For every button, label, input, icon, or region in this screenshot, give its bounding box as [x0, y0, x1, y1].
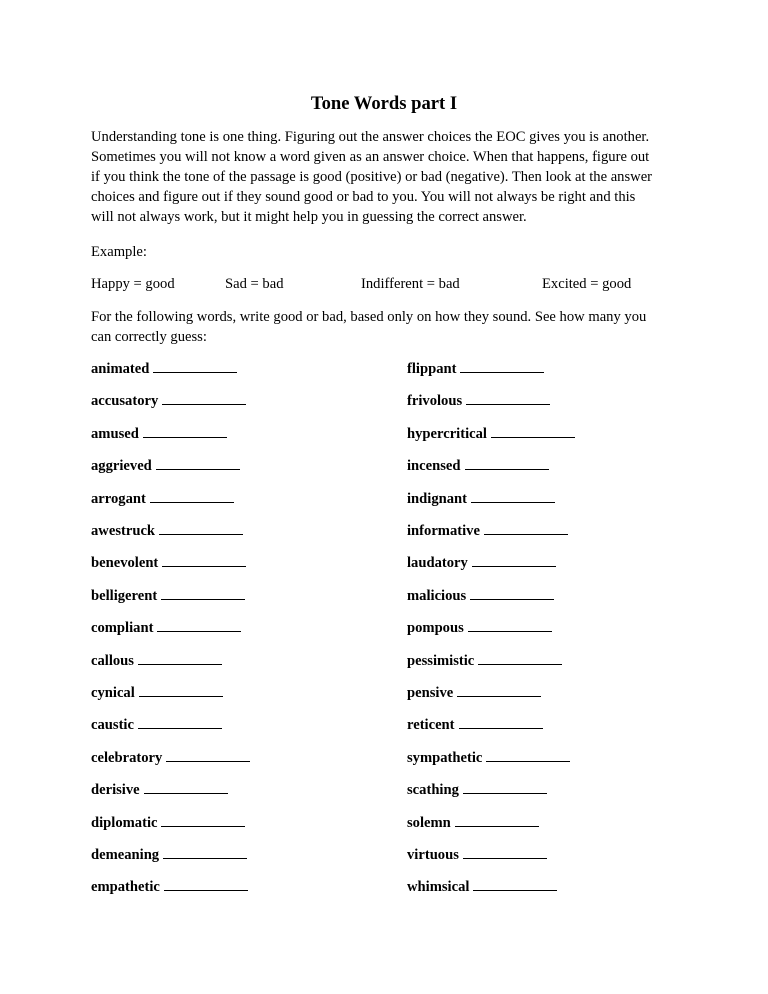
example-label: Example: — [91, 244, 147, 260]
intro-paragraph — [91, 127, 691, 227]
word-item — [407, 617, 552, 638]
word-item — [407, 358, 544, 379]
word-row — [0, 876, 768, 896]
tone-word: malicious — [407, 587, 467, 604]
answer-blank[interactable] — [138, 714, 222, 729]
tone-word: indignant — [407, 490, 468, 507]
word-item — [407, 520, 568, 541]
tone-word: awestruck — [91, 523, 156, 539]
answer-blank[interactable] — [139, 682, 223, 697]
word-item — [407, 585, 554, 606]
intro-line: if you think the tone of the passage is good (positive) or bad (negative). Then look at the answer — [91, 169, 653, 185]
intro-line: choices and figure out if they sound good or bad to you. You will not always be right and this — [91, 189, 636, 205]
answer-blank[interactable] — [162, 390, 246, 405]
word-item — [407, 747, 570, 768]
instructions-paragraph — [91, 307, 691, 347]
tone-word: reticent — [407, 717, 455, 734]
answer-blank[interactable] — [164, 876, 248, 891]
example-sad: Sad = bad — [225, 276, 284, 292]
tone-word: animated — [91, 361, 150, 377]
answer-blank[interactable] — [150, 488, 234, 503]
word-item — [407, 876, 557, 897]
answer-blank[interactable] — [144, 779, 228, 794]
answer-blank[interactable] — [163, 844, 247, 859]
answer-blank[interactable] — [478, 650, 562, 665]
word-item — [91, 876, 248, 897]
word-row — [0, 488, 768, 508]
word-row — [0, 455, 768, 475]
word-item — [407, 552, 556, 573]
word-row — [0, 423, 768, 443]
tone-word: solemn — [407, 814, 451, 831]
word-item — [407, 779, 547, 800]
answer-blank[interactable] — [491, 423, 575, 438]
tone-word: laudatory — [407, 555, 468, 572]
answer-blank[interactable] — [471, 488, 555, 503]
example-excited: Excited = good — [542, 276, 632, 292]
answer-blank[interactable] — [472, 552, 556, 567]
word-item — [407, 650, 562, 671]
example-row — [0, 274, 768, 294]
word-item — [91, 423, 227, 444]
tone-word: hypercritical — [407, 425, 487, 442]
tone-word: amused — [91, 425, 139, 442]
word-row — [0, 844, 768, 864]
word-row — [0, 552, 768, 572]
tone-word: compliant — [91, 620, 154, 637]
tone-word: whimsical — [407, 879, 470, 896]
word-item — [91, 358, 237, 379]
tone-word: benevolent — [91, 555, 159, 572]
answer-blank[interactable] — [460, 358, 544, 373]
answer-blank[interactable] — [143, 423, 227, 438]
word-item — [407, 455, 549, 476]
word-item — [91, 812, 245, 833]
answer-blank[interactable] — [138, 650, 222, 665]
tone-word: demeaning — [91, 847, 160, 863]
intro-line: Understanding tone is one thing. Figuring out the answer choices the EOC gives you is another. — [91, 129, 650, 145]
answer-blank[interactable] — [455, 812, 539, 827]
word-item — [91, 844, 247, 865]
answer-blank[interactable] — [486, 747, 570, 762]
word-row — [0, 650, 768, 670]
word-item — [407, 844, 547, 865]
word-item — [407, 390, 550, 411]
word-item — [91, 520, 243, 541]
tone-word: pompous — [407, 620, 464, 637]
tone-word: incensed — [407, 458, 461, 475]
tone-word: belligerent — [91, 587, 158, 604]
tone-word: pessimistic — [407, 652, 475, 669]
tone-word: callous — [91, 652, 134, 669]
word-row — [0, 812, 768, 832]
answer-blank[interactable] — [156, 455, 240, 470]
word-row — [0, 779, 768, 799]
tone-word: empathetic — [91, 879, 160, 896]
word-item — [407, 488, 555, 509]
word-item — [407, 812, 539, 833]
example-happy: Happy = good — [91, 276, 175, 292]
tone-word: frivolous — [407, 393, 463, 410]
word-row — [0, 747, 768, 767]
word-row — [0, 617, 768, 637]
word-item — [91, 650, 222, 671]
answer-blank[interactable] — [465, 455, 549, 470]
tone-word: caustic — [91, 717, 134, 734]
tone-word: accusatory — [91, 393, 159, 410]
intro-line: Sometimes you will not know a word given as an answer choice. When that happens, figure out — [91, 149, 650, 165]
tone-word: informative — [407, 523, 480, 539]
word-item — [91, 779, 228, 800]
intro-line: will not always work, but it might help you in guessing the correct answer. — [91, 209, 527, 225]
answer-blank[interactable] — [466, 390, 550, 405]
tone-word: pensive — [407, 685, 454, 701]
answer-blank[interactable] — [468, 617, 552, 632]
tone-word: scathing — [407, 782, 459, 799]
answer-blank[interactable] — [457, 682, 541, 697]
answer-blank[interactable] — [159, 520, 243, 535]
answer-blank[interactable] — [153, 358, 237, 373]
word-row — [0, 682, 768, 702]
answer-blank[interactable] — [161, 812, 245, 827]
word-item — [91, 455, 240, 476]
tone-word: derisive — [91, 782, 140, 799]
instruction-line: can correctly guess: — [91, 329, 207, 345]
word-item — [91, 390, 246, 411]
word-item — [407, 423, 575, 444]
word-item — [91, 747, 250, 768]
word-item — [91, 552, 246, 573]
answer-blank[interactable] — [157, 617, 241, 632]
tone-word: aggrieved — [91, 458, 152, 475]
word-item — [91, 714, 222, 735]
tone-word: sympathetic — [407, 749, 483, 766]
tone-word: celebratory — [91, 749, 163, 766]
word-item — [91, 488, 234, 509]
word-item — [407, 682, 541, 703]
tone-word: arrogant — [91, 490, 146, 507]
tone-word: diplomatic — [91, 814, 158, 831]
answer-blank[interactable] — [470, 585, 554, 600]
word-row — [0, 390, 768, 410]
answer-blank[interactable] — [463, 844, 547, 859]
answer-blank[interactable] — [473, 876, 557, 891]
page-title: Tone Words part I — [310, 93, 458, 114]
answer-blank[interactable] — [463, 779, 547, 794]
answer-blank[interactable] — [166, 747, 250, 762]
answer-blank[interactable] — [162, 552, 246, 567]
word-item — [91, 585, 245, 606]
word-item — [91, 682, 223, 703]
word-row — [0, 714, 768, 734]
answer-blank[interactable] — [459, 714, 543, 729]
example-indifferent: Indifferent = bad — [361, 276, 460, 292]
answer-blank[interactable] — [484, 520, 568, 535]
instruction-line: For the following words, write good or bad, based only on how they sound. See how many you — [91, 309, 647, 325]
tone-word: cynical — [91, 685, 135, 701]
answer-blank[interactable] — [161, 585, 245, 600]
word-item — [91, 617, 241, 638]
word-row — [0, 358, 768, 378]
word-row — [0, 585, 768, 605]
word-row — [0, 520, 768, 540]
tone-word: virtuous — [407, 847, 459, 863]
tone-word: flippant — [407, 361, 457, 377]
word-item — [407, 714, 543, 735]
